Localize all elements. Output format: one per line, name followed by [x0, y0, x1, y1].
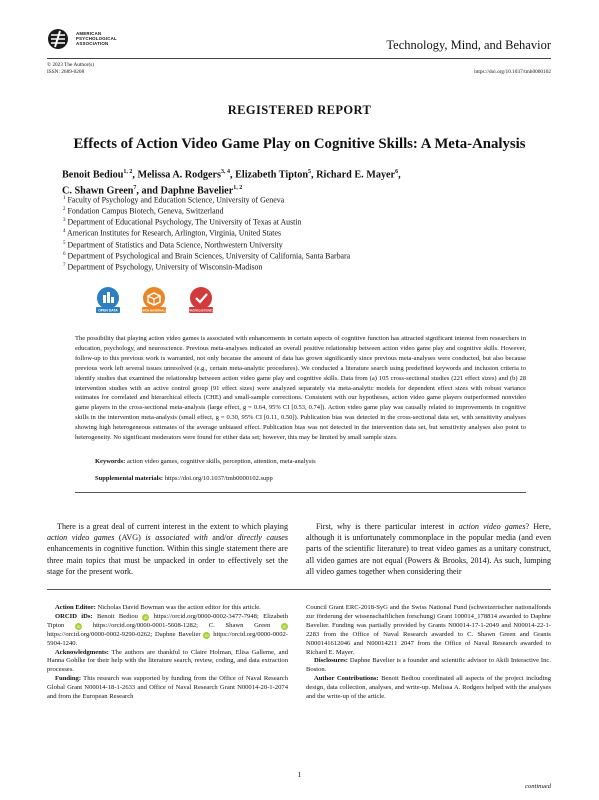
footnotes-right — [306, 604, 551, 702]
author-separator: , — [230, 169, 236, 181]
supplemental-materials — [95, 475, 273, 482]
author-affil-ref: 5 — [308, 169, 312, 175]
orcid-link[interactable]: https://orcid.org/0000-0002-3477-7948 — [153, 612, 257, 620]
publisher-name — [76, 31, 117, 46]
author-name: Daphne Bavelier — [160, 185, 234, 197]
body-text: enhancements in cognitive function. Within this single statement there are three main topics that must be unpacked in order to effectively set the stage for the present work. — [47, 544, 288, 576]
affiliation-item — [63, 205, 350, 216]
body-text: (AVG) — [114, 533, 146, 543]
separator: ; — [196, 621, 209, 629]
author-name: Benoit Bediou — [62, 169, 124, 181]
affiliation-number: 2 — [63, 207, 66, 213]
author-name: Elizabeth Tipton — [235, 169, 309, 181]
affiliation-text: Faculty of Psychology and Education Science, University of Geneva — [67, 195, 285, 205]
note-label: ORCID iDs: — [55, 612, 93, 620]
affiliation-item — [63, 239, 350, 250]
body-text: and/or — [207, 533, 238, 543]
keywords — [95, 458, 316, 465]
affiliation-text: Department of Psychology, University of Wisconsin-Madison — [67, 262, 263, 272]
affiliation-number: 7 — [63, 262, 66, 268]
orcid-icon[interactable]: iD — [282, 623, 287, 629]
author-contributions-note — [306, 675, 551, 702]
author-affil-ref: 6 — [395, 169, 399, 175]
note-label: Funding: — [55, 675, 82, 683]
separator: . — [75, 639, 78, 647]
affiliation-number: 3 — [63, 218, 66, 224]
publisher-line: ASSOCIATION — [76, 41, 109, 46]
note-label: Acknowledgments: — [55, 648, 109, 656]
body-text: There is a great deal of current interest in the extent to which playing — [57, 522, 288, 531]
issn: ISSN: 2689-0208 — [47, 68, 85, 75]
affiliation-item — [63, 194, 350, 205]
orcid-icon[interactable]: iD — [76, 623, 81, 629]
footnotes-left — [47, 604, 288, 702]
affiliation-item — [63, 261, 350, 272]
apa-logo-icon — [47, 28, 73, 50]
page-number: 1 — [297, 770, 302, 779]
body-text: First, why is there particular interest in — [316, 522, 459, 531]
acknowledgments-note — [47, 649, 288, 676]
funding-continued: Council Grant ERC-2018-SyG and the Swiss National Fund (schweizerischer nationalfonds zur förderung der wissenschaftlichen forschung) Grant 100014_178814 awarded to Daphne Bavelier. Funding was partially provided by Grants N00014-17-1-2049 and N00014-22-1-2283 from the Office of Naval Research awarded to C. Shawn Green and Grants N000141612046 and N00014211 2047 from the Office of Naval Research awarded to Richard E. Mayer. — [306, 604, 551, 656]
affiliation-text: Fondation Campus Biotech, Geneva, Switzerland — [67, 206, 224, 216]
abstract-divider — [75, 492, 526, 493]
affiliation-number: 4 — [63, 229, 66, 235]
preregistered-badge-icon[interactable] — [188, 286, 214, 316]
keywords-text: action video games, cognitive skills, perception, attention, meta-analysis — [126, 458, 316, 465]
body-text-italic: action video games — [47, 533, 115, 543]
author-name: C. Shawn Green — [62, 185, 134, 197]
copyright-block — [47, 62, 94, 75]
body-column-left — [47, 521, 288, 577]
body-text: ? Here, although it is unfortunately commonplace in the popular media (and even parts of the scientific literature) to treat video games as a unitary construct, all video games are not equal (Powers & Brooks, 2014). As such, lumping all video games together when considering their — [306, 522, 551, 576]
author-name: Melissa A. Rodgers — [137, 169, 221, 181]
open-data-badge-icon[interactable] — [95, 286, 121, 316]
affiliation-text: Department of Educational Psychology, The University of Texas at Austin — [67, 217, 302, 227]
header-divider — [47, 58, 551, 59]
author-separator: , — [132, 169, 138, 181]
affiliation-number: 1 — [63, 196, 66, 201]
orcid-author: Benoit Bediou — [96, 612, 138, 620]
abstract: The possibility that playing action video games is associated with enhancements in certain aspects of cognitive function has attracted significant interest from researchers in education, psychology, and neuroscience. Previous meta-analyses indicated an overall positive relationship between action video game play and cognitive skills. However, follow-up to this previous work is warranted, not only because the amount of data has grown significantly since previous meta-analyses were conducted, but also because previous work left several issues unresolved (e.g., certain meta-analytic procedures). We conducted a literature search using predefined keywords and inclusion criteria to identify studies that examined the relationship between action video game play and cognitive skills. Data from (a) 105 cross-sectional studies (221 effect sizes) and (b) 28 intervention studies with an active control group (91 effect sizes) were analyzed separately via meta-analytic models for dependent effect sizes with robust variance estimates for correlated and hierarchical effects (CHE) and small-sample corrections. Consistent with our hypotheses, action video game players outperformed nonvideo game players in the cross-sectional meta-analysis (large effect, g = 0.64, 95% CI [0.53, 0.74]). Action video game play was causally related to improvements in cognitive skills in the intervention meta-analysis (small effect, g = 0.30, 95% CI [0.11, 0.50]). Publication bias was detected in the cross-sectional data set, with sensitivity analyses showing high heterogeneous estimates of the average unbiased effect. Publication bias was not detected in the intervention data set, but sensitivity analyses also point to heterogeneity. No significant moderators were found for either data set; however, this may be limited by small sample sizes. — [75, 335, 526, 442]
orcid-link[interactable]: https://orcid.org/0000-0002-9290-0262 — [47, 630, 151, 638]
note-text: This research was supported by funding from the Office of Naval Research Global Grant N00014-18-1-2633 and Office of Naval Research Grant N00014-20-1-2074 and from the European Research — [47, 675, 288, 701]
note-text: Nicholas David Bowman was the action editor for this article. — [97, 604, 261, 611]
publisher-line: PSYCHOLOGICAL — [76, 36, 117, 41]
affiliation-text: Department of Psychological and Brain Sciences, University of California, Santa Barbara — [67, 251, 351, 261]
open-materials-badge-icon[interactable] — [141, 286, 167, 316]
author-name: Richard E. Mayer — [316, 169, 396, 181]
funding-note — [47, 675, 288, 702]
badge-label: OPEN DATA — [98, 308, 118, 313]
affiliation-number: 6 — [63, 251, 66, 257]
affiliation-number: 5 — [63, 240, 66, 246]
supplemental-label: Supplemental materials: — [95, 475, 164, 482]
disclosures-note — [306, 657, 551, 675]
badge-label: OPEN MATERIALS — [141, 308, 167, 313]
body-text-italic: directly causes — [237, 533, 288, 543]
author-affil-ref: 7 — [133, 184, 137, 191]
orcid-icon[interactable]: iD — [205, 632, 209, 638]
separator: ; — [150, 630, 155, 638]
body-text-italic: action video games — [458, 522, 526, 531]
orcid-note — [47, 613, 288, 649]
note-label: Author Contributions: — [314, 675, 379, 683]
body-text-italic: is associated with — [145, 533, 208, 543]
separator: ; — [256, 612, 264, 620]
affiliation-item — [63, 227, 350, 238]
note-text: The authors are thankful to Claire Holman, Elisa Galleme, and Hanna Gohlke for their help with the literature search, review, coding, and data extraction processes. — [47, 648, 289, 674]
author-separator: , and — [136, 185, 161, 197]
orcid-icon[interactable]: iD — [143, 614, 148, 620]
affiliation-list — [63, 194, 350, 272]
author-separator: , — [311, 169, 317, 181]
author-affil-ref: 1, 2 — [123, 169, 133, 175]
orcid-author: Elizabeth Tipton — [47, 612, 289, 629]
article-type: REGISTERED REPORT — [227, 103, 372, 117]
affiliation-item — [63, 216, 350, 227]
author-affil-ref: 1, 2 — [233, 184, 243, 191]
article-title: Effects of Action Video Game Play on Cognitive Skills: A Meta-Analysis — [73, 136, 526, 152]
author-separator: , — [398, 169, 401, 181]
badge-label: PREREGISTERED — [188, 308, 214, 313]
copyright: © 2023 The Author(s) — [47, 62, 95, 68]
body-column-right — [306, 521, 551, 577]
note-text: Daphne Bavelier is a founder and scientific advisor to Akili Interactive Inc. Boston. — [306, 657, 551, 674]
supplemental-link[interactable]: https://doi.org/10.1037/tmb0000102.supp — [164, 475, 273, 482]
doi-link[interactable]: https://doi.org/10.1037/tmb0000102 — [474, 69, 551, 75]
orcid-link[interactable]: https://orcid.org/0000-0002-5904-1240 — [47, 630, 289, 647]
footnote-divider — [47, 589, 551, 590]
affiliation-text: Department of Statistics and Data Science, Northwestern University — [67, 240, 283, 250]
publisher-line: AMERICAN — [76, 31, 102, 36]
affiliation-item — [63, 250, 350, 261]
action-editor-note — [47, 604, 288, 613]
keywords-label: Keywords: — [95, 458, 126, 465]
continued-marker: continued — [524, 783, 551, 790]
note-label: Action Editor: — [55, 604, 96, 611]
author-list — [62, 166, 532, 198]
orcid-author: C. Shawn Green — [208, 621, 271, 629]
author-affil-ref: 3, 4 — [221, 169, 230, 175]
orcid-author: Daphne Bavelier — [154, 630, 201, 638]
orcid-link[interactable]: https://orcid.org/0000-0001-5608-1282 — [92, 621, 197, 629]
journal-title: Technology, Mind, and Behavior — [386, 38, 551, 52]
note-text: Benoit Bediou coordinated all aspects of the project including design, data collection, analyses, and write-up. Melissa A. Rodgers helped with the analyses and the write-up of the article. — [306, 675, 551, 701]
note-label: Disclosures: — [314, 657, 348, 665]
affiliation-text: American Institutes for Research, Arlington, Virginia, United States — [67, 229, 282, 238]
